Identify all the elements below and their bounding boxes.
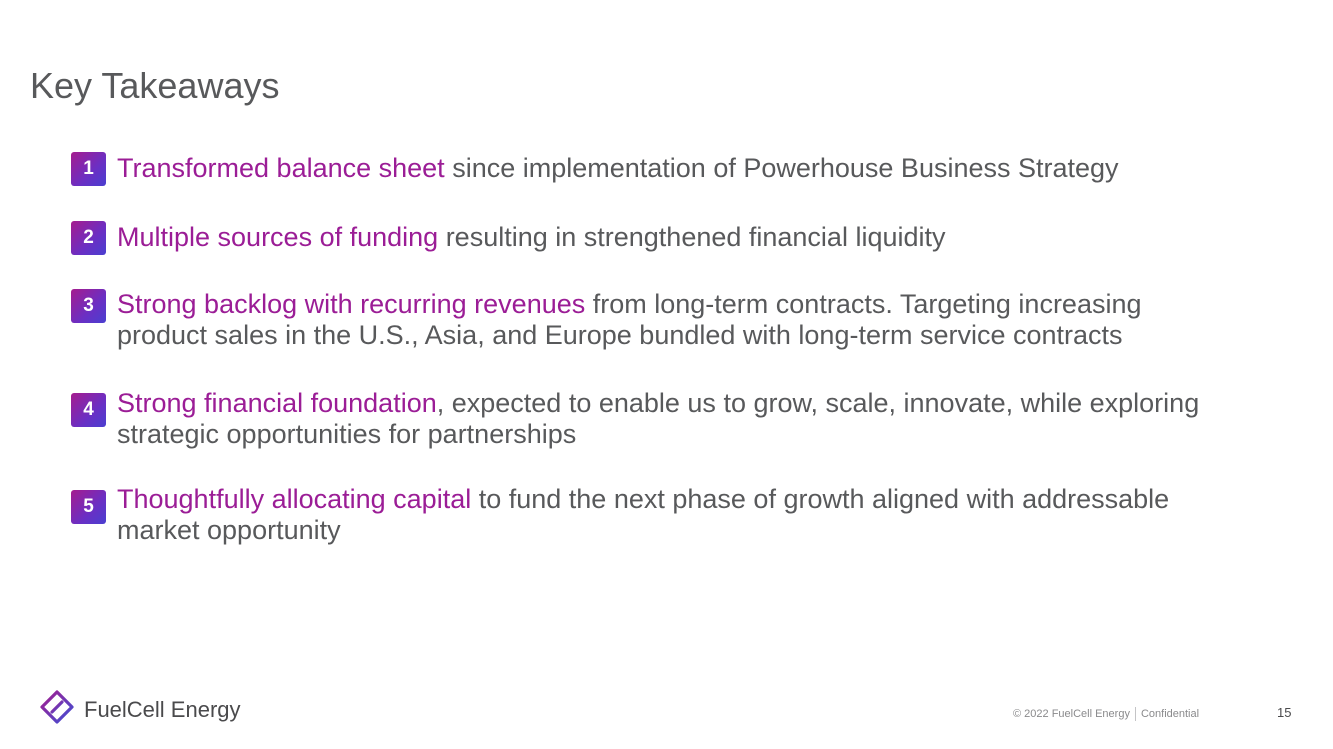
- page-number: 15: [1277, 705, 1292, 720]
- confidential-label: Confidential: [1140, 708, 1200, 720]
- company-logo: [40, 690, 241, 729]
- logo-text: FuelCell Energy: [84, 696, 241, 722]
- takeaway-rest: since implementation of Powerhouse Business Strategy: [444, 153, 1119, 183]
- takeaway-highlight: Transformed balance sheet: [117, 153, 445, 183]
- number-badge: 1: [71, 152, 106, 186]
- takeaway-highlight: Multiple sources of funding: [117, 222, 439, 252]
- takeaway-text: [117, 222, 1217, 253]
- takeaway-text: [117, 484, 1217, 546]
- takeaway-rest: from long-term contracts. Targeting increasing product sales in the U.S., Asia, and Europe bundled with long-term service contracts: [117, 289, 1142, 350]
- fuelcell-diamond-logo-icon: [40, 690, 74, 729]
- takeaway-text: [117, 289, 1217, 351]
- number-badge: 4: [71, 393, 106, 427]
- takeaway-highlight: Strong backlog with recurring revenues: [117, 289, 586, 319]
- number-badge: 3: [71, 289, 106, 323]
- takeaway-highlight: Strong financial foundation: [117, 388, 437, 418]
- footer-divider: [1135, 707, 1136, 721]
- copyright-text: © 2022 FuelCell Energy: [1013, 708, 1130, 720]
- takeaway-rest: resulting in strengthened financial liquidity: [438, 222, 946, 252]
- slide-title: Key Takeaways: [30, 65, 280, 106]
- takeaway-rest: , expected to enable us to grow, scale, innovate, while exploring strategic opportunities for partnerships: [117, 388, 1200, 449]
- number-badge: 2: [71, 221, 106, 255]
- footer-copyright: [1013, 707, 1199, 721]
- takeaway-rest: to fund the next phase of growth aligned with addressable market opportunity: [117, 484, 1170, 545]
- takeaway-text: [117, 153, 1217, 184]
- takeaway-highlight: Thoughtfully allocating capital: [117, 484, 472, 514]
- number-badge: 5: [71, 490, 106, 524]
- takeaway-text: [117, 388, 1217, 450]
